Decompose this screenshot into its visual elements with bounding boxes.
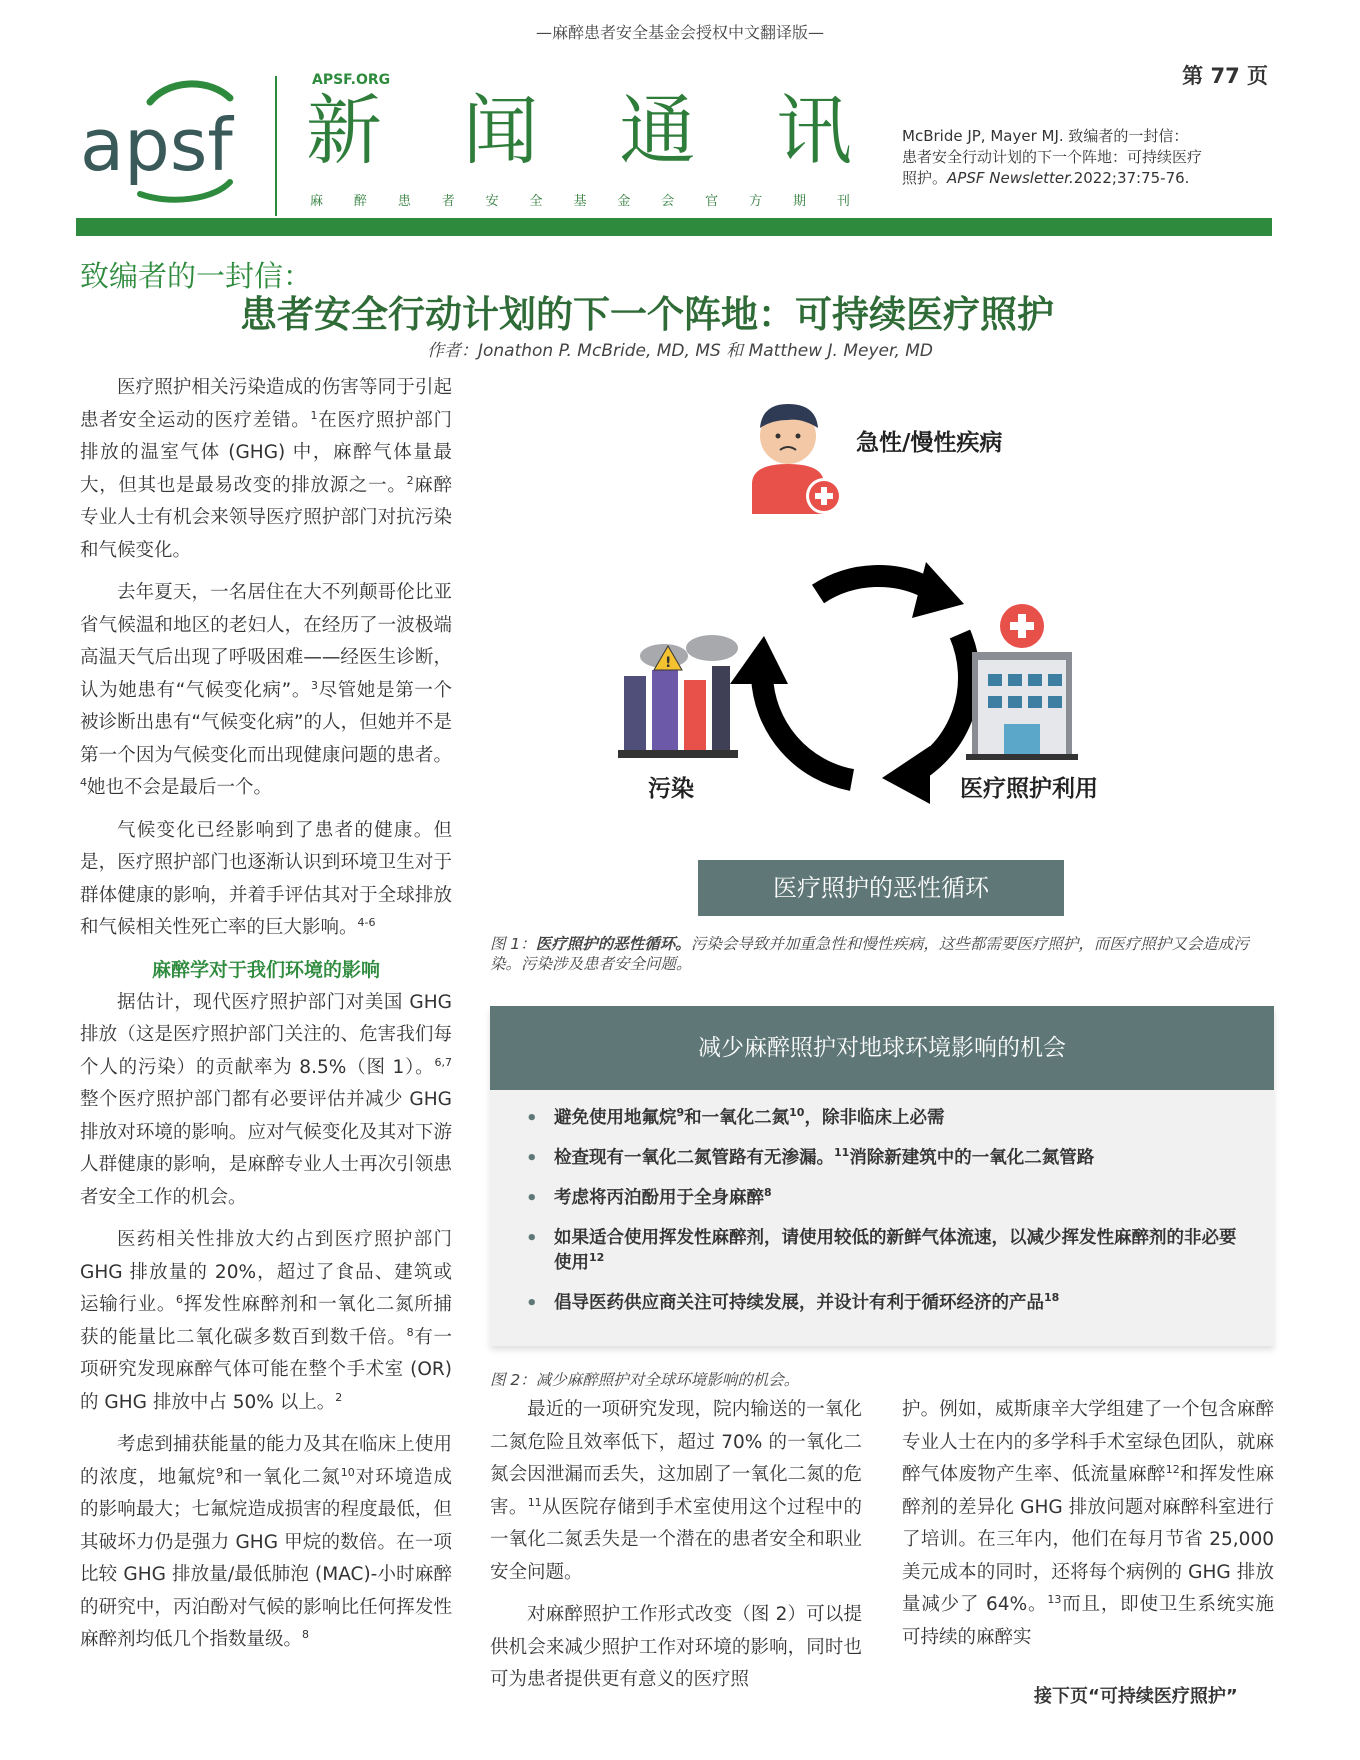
label-pollution: 污染 (648, 776, 694, 802)
masthead-char: 闻 (462, 86, 539, 175)
right-column (902, 1394, 1274, 1664)
citation-journal: APSF Newsletter. (947, 169, 1074, 187)
masthead-sub-char: 金 (617, 194, 631, 209)
paragraph: 考虑到捕获能量的能力及其在临床上使用的浓度，地氟烷$^9$和一氧化二氮$^{10}$对环境造成的影响最大；七氟烷造成损害的程度最低，但其破坏力仍是强力 GHG 甲烷的数倍。在一项比较 GHG 排放量/最低肺泡 (MAC)-小时麻醉的研究中，丙泊酚对气候的影响比任何挥发性麻醉剂均低几个指数量级。$^8$ (80, 1434, 452, 1650)
masthead-sub-char: 麻 (310, 194, 324, 209)
masthead-sub-char: 基 (573, 194, 587, 209)
masthead-sub-char: 会 (661, 194, 675, 209)
list-item: • 如果适合使用挥发性麻醉剂，请使用较低的新鲜气体流速，以减少挥发性麻醉剂的非必要使用$^{12}$ (526, 1226, 1238, 1276)
masthead-sub-char: 全 (529, 194, 543, 209)
masthead-sub-char: 患 (397, 194, 411, 209)
patient-icon (752, 404, 842, 514)
paragraph: 医疗照护相关污染造成的伤害等同于引起患者安全运动的医疗差错。$^1$在医疗照护部门排放的温室气体 (GHG) 中，麻醉气体量最大，但其也是最易改变的排放源之一。$^2$麻醉专业人士有机会来领导医疗照护部门对抗污染和气候变化。 (80, 377, 452, 561)
figure1-label: 医疗照护的恶性循环 (698, 860, 1064, 916)
byline: 作者：Jonathon P. McBride, MD, MS 和 Matthew J. Meyer, MD (426, 341, 934, 361)
citation-line: McBride JP, Mayer MJ. 致编者的一封信： (902, 127, 1189, 145)
opportunities-title: 减少麻醉照护对地球环境影响的机会 (490, 1006, 1274, 1090)
paragraph: 最近的一项研究发现，院内输送的一氧化二氮危险且效率低下，超过 70% 的一氧化二氮会因泄漏而丢失，这加剧了一氧化二氮的危害。$^{11}$从医院存储到手术室使用这个过程中的一氧化二氮丢失是一个潜在的患者安全和职业安全问题。 (490, 1399, 862, 1583)
masthead-sub-char: 方 (749, 194, 763, 209)
svg-text:!: ! (665, 655, 672, 671)
paragraph: 对麻醉照护工作形式改变（图 2）可以提供机会来减少照护工作对环境的影响，同时也可为患者提供更有意义的医疗照 (490, 1604, 862, 1690)
citation-line (902, 168, 1282, 189)
masthead-sub-char: 期 (792, 194, 806, 209)
paragraph: 气候变化已经影响到了患者的健康。但是，医疗照护部门也逐渐认识到环境卫生对于群体健康的影响，并着手评估其对于全球排放和气候相关性死亡率的巨大影响。$^{4-6}$ (80, 819, 452, 938)
figure2-caption: 图 2：减少麻醉照护对全球环境影响的机会。 (490, 1371, 800, 1389)
label-disease: 急性/慢性疾病 (856, 430, 1003, 456)
list-item: • 倡导医药供应商关注可持续发展，并设计有利于循环经济的产品$^{18}$ (526, 1291, 1238, 1316)
label-healthcare: 医疗照护利用 (960, 776, 1098, 802)
masthead-sub-char: 安 (485, 194, 499, 209)
vicious-cycle-figure (612, 384, 1172, 924)
masthead-title (306, 86, 852, 176)
masthead-char: 通 (619, 86, 696, 175)
masthead-char: 新 (306, 86, 382, 175)
svg-text:apsf: apsf (80, 103, 233, 187)
paragraph: 护。例如，威斯康辛大学组建了一个包含麻醉专业人士在内的多学科手术室绿色团队，就麻醉气体废物产生率、低流量麻醉$^{12}$和挥发性麻醉剂的差异化 GHG 排放问题对麻醉科室进行了培训。在三年内，他们在每月节省 25,000 美元成本的同时，还将每个病例的 GHG 排放量减少了 64%。$^{13}$而且，即使卫生系统实施可持续的麻醉实 (902, 1399, 1274, 1648)
apsf-org-label: APSF.ORG (312, 72, 391, 88)
masthead-subtitle (310, 190, 850, 209)
left-column (80, 372, 452, 1667)
article-title: 患者安全行动计划的下一个阵地：可持续医疗照护 (240, 293, 1054, 336)
masthead-char: 讯 (775, 86, 852, 175)
page-number: 第 77 页 (1182, 64, 1268, 88)
list-item: • 避免使用地氟烷$^9$和一氧化二氮$^{10}$，除非临床上必需 (526, 1106, 1238, 1131)
section-heading: 麻醉学对于我们环境的影响 (151, 958, 380, 981)
logo-divider (275, 76, 277, 216)
list-item: • 检查现有一氧化二氮管路有无渗漏。$^{11}$消除新建筑中的一氧化二氮管路 (526, 1146, 1238, 1171)
factory-icon (618, 635, 738, 758)
header-rule (76, 218, 1272, 236)
list-item: • 考虑将丙泊酚用于全身麻醉$^8$ (526, 1186, 1238, 1211)
masthead-sub-char: 者 (441, 194, 455, 209)
masthead-sub-char: 刊 (836, 194, 850, 209)
apsf-logo (80, 78, 260, 208)
opportunities-list (490, 1090, 1274, 1316)
continued-link[interactable]: 接下页“可持续医疗照护” (1034, 1686, 1238, 1707)
figure1-caption: 图 1：医疗照护的恶性循环。污染会导致并加重急性和慢性疾病，这些都需要医疗照护，而医疗照护又会造成污染。污染涉及患者安全问题。 (490, 935, 1249, 973)
article-kicker: 致编者的一封信： (80, 259, 313, 293)
citation-line: 患者安全行动计划的下一个阵地：可持续医疗 (902, 148, 1203, 166)
middle-column (490, 1394, 862, 1707)
paragraph: 据估计，现代医疗照护部门对美国 GHG 排放（这是医疗照护部门关注的、危害我们每个人的污染）的贡献率为 8.5%（图 1）。$^{6,7}$整个医疗照护部门都有必要评估并减少 GHG 排放对环境的影响。应对气候变化及其对下游人群健康的影响，是麻醉专业人士再次引领患者安全工作的机会。 (80, 991, 452, 1208)
citation-text: 2022;37:75-76. (1073, 169, 1190, 187)
opportunities-box (490, 1006, 1274, 1346)
citation (902, 126, 1282, 189)
masthead-sub-char: 官 (705, 194, 719, 209)
paragraph: 医药相关性排放大约占到医疗照护部门 GHG 排放量的 20%，超过了食品、建筑或运输行业。$^6$挥发性麻醉剂和一氧化二氮所捕获的能量比二氧化碳多数百到数千倍。$^8$有一项研究发现麻醉气体可能在整个手术室 (OR) 的 GHG 排放中占 50% 以上。$^2$ (80, 1229, 452, 1413)
citation-text: 照护。 (902, 169, 948, 187)
masthead-sub-char: 醉 (353, 194, 367, 209)
top-note: —麻醉患者安全基金会授权中文翻译版— (535, 23, 824, 42)
hospital-icon (966, 604, 1078, 760)
paragraph: 去年夏天，一名居住在大不列颠哥伦比亚省气候温和地区的老妇人，在经历了一波极端高温天气后出现了呼吸困难——经医生诊断，认为她患有“气候变化病”。$^3$尽管她是第一个被诊断出患有“气候变化病”的人，但她并不是第一个因为气候变化而出现健康问题的患者。$^4$她也不会是最后一个。 (80, 582, 452, 798)
